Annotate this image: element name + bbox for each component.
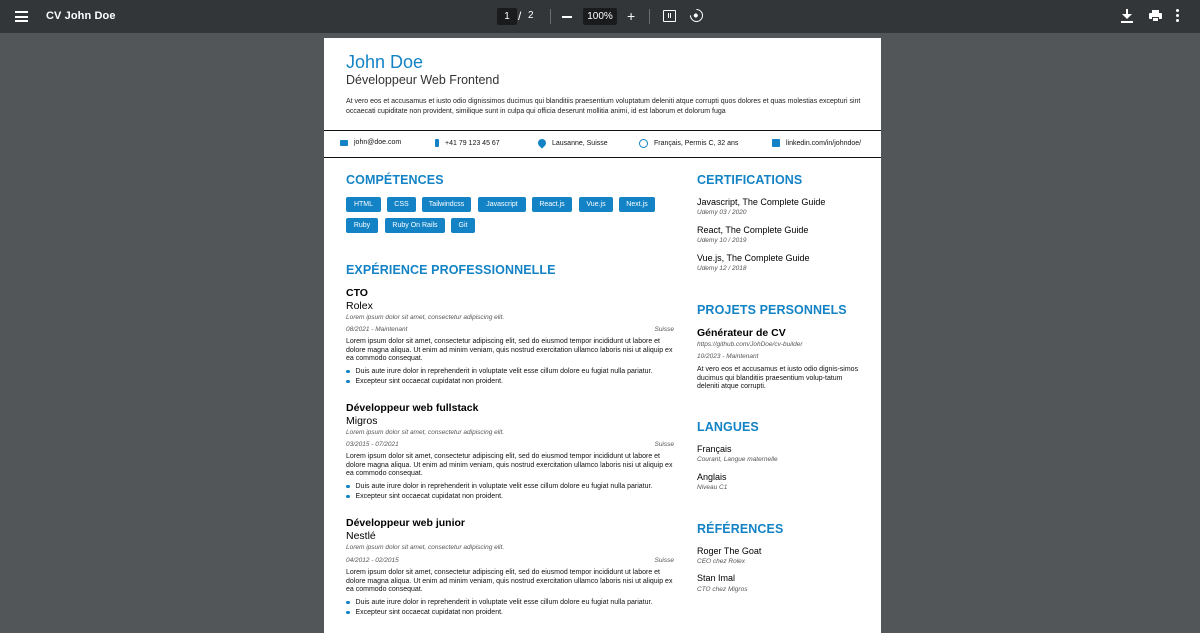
rotate-icon[interactable] xyxy=(687,6,705,24)
experience-dates: 04/2012 - 02/2015 xyxy=(346,557,399,564)
pdf-viewer-toolbar xyxy=(0,0,1200,33)
reference-role: CTO chez Migros xyxy=(697,586,748,593)
project-description: At vero eos et accusamus et iusto odio dignis-simos ducimus qui blanditiis praesentium volup-tatum deleniti atque corrupti. xyxy=(697,366,859,390)
zoom-in-button[interactable]: + xyxy=(627,8,636,24)
download-icon[interactable] xyxy=(1121,9,1133,24)
bullet-dot-icon xyxy=(346,601,350,605)
current-page-input[interactable]: 1 xyxy=(497,8,517,25)
bullet-text: Duis aute irure dolor in reprehenderit in voluptate velit esse cillum dolore eu fugiat nulla pariatur. xyxy=(355,483,653,490)
reference-name: Stan Imal xyxy=(697,573,736,583)
certification-title: Vue.js, The Complete Guide xyxy=(697,253,810,263)
header-divider xyxy=(324,130,881,131)
bullet-text: Excepteur sint occaecat cupidatat non proident. xyxy=(355,493,503,500)
cv-name: John Doe xyxy=(346,52,424,72)
experience-subtitle: Lorem ipsum dolor sit amet, consectetur adipiscing elit. xyxy=(346,429,505,436)
experience-location: Suisse xyxy=(654,326,674,333)
mail-icon xyxy=(340,140,348,146)
certification-title: React, The Complete Guide xyxy=(697,225,809,235)
total-pages: 2 xyxy=(528,10,534,21)
contact-languages-text: Français, Permis C, 32 ans xyxy=(654,140,739,147)
experience-location: Suisse xyxy=(654,441,674,448)
zoom-level-input[interactable]: 100% xyxy=(583,8,617,25)
experience-subtitle: Lorem ipsum dolor sit amet, consectetur adipiscing elit. xyxy=(346,544,505,551)
experience-bullet xyxy=(346,609,503,616)
skill-badge: Vue.js xyxy=(579,197,613,212)
experience-bullet xyxy=(346,378,503,385)
skill-badge: CSS xyxy=(387,197,416,212)
reference-name: Roger The Goat xyxy=(697,546,762,556)
certification-sub: Udemy 10 / 2019 xyxy=(697,237,747,244)
skill-badge: Tailwindcss xyxy=(422,197,471,212)
skill-badge: Next.js xyxy=(619,197,655,212)
bullet-dot-icon xyxy=(346,495,350,499)
skill-badge: Ruby xyxy=(346,218,378,233)
language-level: Niveau C1 xyxy=(697,484,728,491)
linkedin-icon xyxy=(772,139,780,147)
bullet-dot-icon xyxy=(346,485,350,489)
reference-role: CEO chez Rolex xyxy=(697,558,746,565)
bullet-dot-icon xyxy=(346,370,350,374)
references-title: RÉFÉRENCES xyxy=(697,522,784,536)
experience-company: Nestlé xyxy=(346,530,376,542)
projects-title: PROJETS PERSONNELS xyxy=(697,303,847,317)
bullet-dot-icon xyxy=(346,611,350,615)
contact-phone xyxy=(435,139,500,147)
languages-title: LANGUES xyxy=(697,420,759,434)
more-options-icon[interactable] xyxy=(1176,9,1179,23)
toolbar-divider xyxy=(550,9,551,24)
bullet-text: Duis aute irure dolor in reprehenderit in voluptate velit esse cillum dolore eu fugiat nulla pariatur. xyxy=(355,599,653,606)
document-page xyxy=(324,38,881,633)
skill-badge: Git xyxy=(451,218,475,233)
experience-title: EXPÉRIENCE PROFESSIONNELLE xyxy=(346,263,556,277)
contact-languages xyxy=(639,139,738,148)
page-separator: / xyxy=(518,9,522,23)
contact-linkedin-text[interactable]: linkedin.com/in/johndoe/ xyxy=(786,139,862,147)
skill-badge: React.js xyxy=(532,197,572,212)
experience-company: Rolex xyxy=(346,300,373,312)
experience-description: Lorem ipsum dolor sit amet, consectetur adipiscing elit, sed do eiusmod tempor incididunt ut labore et dolore magna aliqua. Ut enim ad minim veniam, quis nostrud exercitation ullamco laboris nisi ut aliquip ex ea commodo consequat. xyxy=(346,453,673,477)
contact-email xyxy=(340,139,401,146)
certifications-title: CERTIFICATIONS xyxy=(697,173,803,187)
location-pin-icon xyxy=(536,137,547,148)
experience-role: Développeur web fullstack xyxy=(346,402,479,414)
project-url[interactable]: https://github.com/JohDoe/cv-builder xyxy=(697,341,803,348)
language-level: Courant, Langue maternelle xyxy=(697,456,778,463)
certification-sub: Udemy 12 / 2018 xyxy=(697,265,747,272)
experience-dates: 03/2015 - 07/2021 xyxy=(346,441,399,448)
bullet-text: Excepteur sint occaecat cupidatat non proident. xyxy=(355,609,503,616)
globe-icon xyxy=(639,139,648,148)
experience-description: Lorem ipsum dolor sit amet, consectetur adipiscing elit, sed do eiusmod tempor incididunt ut labore et dolore magna aliqua. Ut enim ad minim veniam, quis nostrud exercitation ullamco laboris nisi ut aliquip ex ea commodo consequat. xyxy=(346,338,673,362)
experience-bullet xyxy=(346,493,503,500)
experience-bullet xyxy=(346,368,652,375)
language-name: Français xyxy=(697,444,732,454)
fit-to-page-icon[interactable] xyxy=(663,10,676,22)
skill-badge: Javascript xyxy=(478,197,526,212)
skill-badge: HTML xyxy=(346,197,381,212)
experience-role: Développeur web junior xyxy=(346,517,466,529)
language-name: Anglais xyxy=(697,472,727,482)
certification-sub: Udemy 03 / 2020 xyxy=(697,209,747,216)
contact-phone-text: +41 79 123 45 67 xyxy=(445,139,500,147)
bullet-text: Excepteur sint occaecat cupidatat non proident. xyxy=(355,378,503,385)
certification-title: Javascript, The Complete Guide xyxy=(697,197,826,207)
experience-bullet xyxy=(346,599,652,606)
phone-icon xyxy=(435,139,439,147)
experience-location: Suisse xyxy=(654,557,674,564)
skill-badge: Ruby On Rails xyxy=(385,218,445,233)
zoom-out-button[interactable] xyxy=(562,16,572,18)
experience-subtitle: Lorem ipsum dolor sit amet, consectetur adipiscing elit. xyxy=(346,314,505,321)
print-icon[interactable] xyxy=(1149,10,1162,22)
experience-bullet xyxy=(346,483,652,490)
experience-dates: 08/2021 - Maintenant xyxy=(346,326,408,333)
skills-title: COMPÉTENCES xyxy=(346,173,444,187)
toolbar-divider xyxy=(649,9,650,24)
experience-company: Migros xyxy=(346,415,378,427)
cv-intro: At vero eos et accusamus et iusto odio dignissimos ducimus qui blanditiis praesentium voluptatum deleniti atque corrupti quos dolores et quas molestias excepturi sint occaecati cupiditate non provident, similique sunt in culpa qui officia deserunt mollitia animi, id est laborum et dolorum fuga xyxy=(346,98,861,115)
contact-divider xyxy=(324,157,881,158)
project-date: 10/2023 - Maintenant xyxy=(697,353,759,360)
contact-linkedin[interactable] xyxy=(772,139,861,147)
menu-icon[interactable] xyxy=(15,11,28,22)
bullet-dot-icon xyxy=(346,380,350,384)
experience-description: Lorem ipsum dolor sit amet, consectetur adipiscing elit, sed do eiusmod tempor incididunt ut labore et dolore magna aliqua. Ut enim ad minim veniam, quis nostrud exercitation ullamco laboris nisi ut aliquip ex ea commodo consequat. xyxy=(346,569,673,593)
experience-role: CTO xyxy=(346,287,368,299)
document-title: CV John Doe xyxy=(46,10,116,22)
bullet-text: Duis aute irure dolor in reprehenderit in voluptate velit esse cillum dolore eu fugiat nulla pariatur. xyxy=(355,368,653,375)
project-title: Générateur de CV xyxy=(697,327,786,339)
cv-job-title: Développeur Web Frontend xyxy=(346,73,500,87)
contact-location xyxy=(538,139,608,147)
contact-email-text: john@doe.com xyxy=(354,139,402,146)
contact-location-text: Lausanne, Suisse xyxy=(552,139,608,147)
